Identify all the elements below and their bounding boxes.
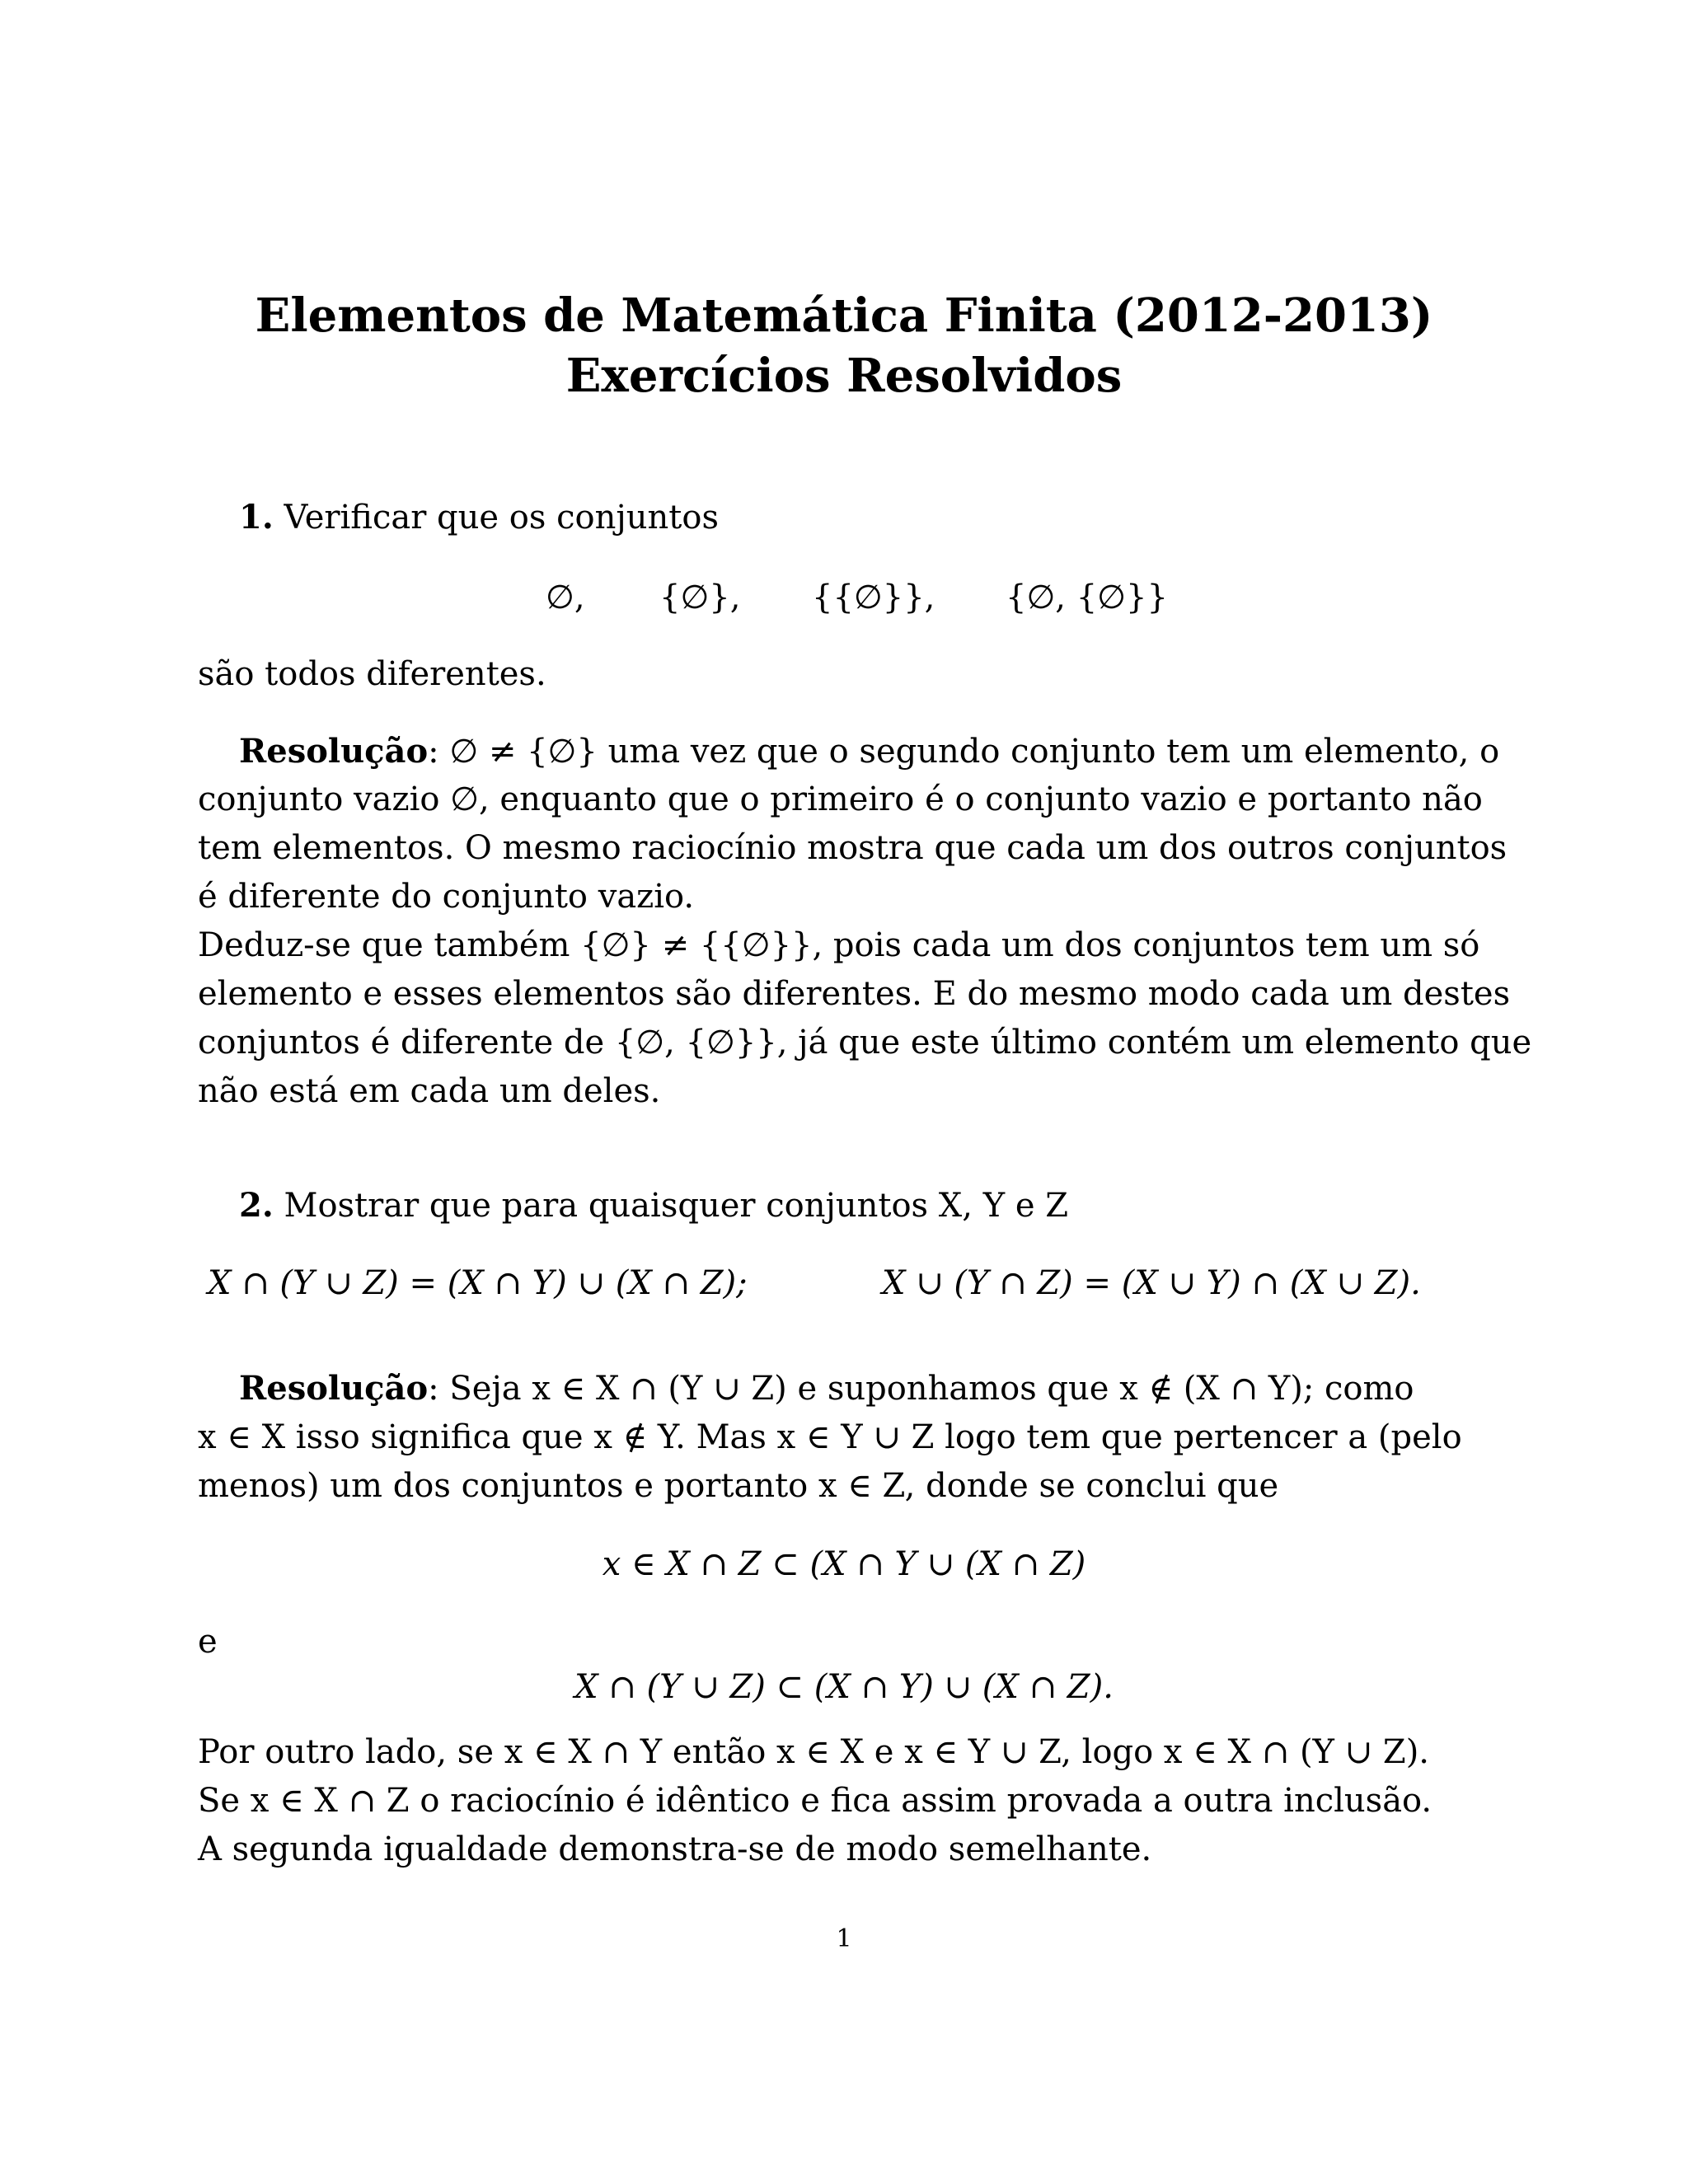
exercise-2-closing-line-1: Por outro lado, se x ∈ X ∩ Y então x ∈ X e x ∈ Y ∪ Z, logo x ∈ X ∩ (Y ∪ Z).: [198, 1733, 1430, 1771]
document-subtitle: Exercícios Resolvidos: [565, 349, 1123, 403]
exercise-2-resolution-line-2: x ∈ X isso significa que x ∉ Y. Mas x ∈ Y ∪ Z logo tem que pertencer a (pelo: [198, 1418, 1462, 1456]
exercise-1-resolution-line-7: conjuntos é diferente de {∅, {∅}}, já que este último contém um elemento que: [198, 1024, 1532, 1062]
resolution-label: Resolução: [239, 1369, 429, 1408]
set-singleton-empty: {∅},: [659, 579, 741, 616]
resolution-label: Resolução: [239, 732, 429, 771]
exercise-2-closing-line-3: A segunda igualdade demonstra-se de modo semelhante.: [198, 1830, 1152, 1868]
exercise-1-number: 1.: [239, 498, 274, 537]
exercise-1-resolution-line-5: Deduz-se que também {∅} ≠ {{∅}}, pois cada um dos conjuntos tem um só: [198, 926, 1480, 964]
distributive-law-intersection: X ∩ (Y ∪ Z) = (X ∩ Y) ∪ (X ∩ Z);: [208, 1264, 748, 1302]
exercise-1-resolution-line-6: elemento e esses elementos são diferentes. E do mesmo modo cada um destes: [198, 975, 1511, 1013]
set-empty: ∅,: [546, 579, 585, 616]
display-equation-2: X ∩ (Y ∪ Z) ⊂ (X ∩ Y) ∪ (X ∩ Z).: [574, 1668, 1114, 1706]
exercise-2-number: 2.: [239, 1186, 274, 1225]
conjunction-e: e: [198, 1623, 218, 1661]
exercise-2-text: Mostrar que para quaisquer conjuntos X, Y e Z: [273, 1187, 1069, 1225]
exercise-1-conclusion: são todos diferentes.: [198, 655, 546, 693]
exercise-2-resolution-line-3: menos) um dos conjuntos e portanto x ∈ Z, donde se conclui que: [198, 1467, 1279, 1505]
exercise-1-resolution-line-4: é diferente do conjunto vazio.: [198, 878, 695, 916]
exercise-1-resolution-line-2: conjunto vazio ∅, enquanto que o primeiro é o conjunto vazio e portanto não: [198, 780, 1483, 818]
exercise-1-resolution-line-8: não está em cada um deles.: [198, 1072, 661, 1110]
document-title: Elementos de Matemática Finita (2012-2013): [255, 288, 1433, 343]
page-number: 1: [836, 1924, 852, 1953]
exercise-2-resolution-line-1: Resolução: Seja x ∈ X ∩ (Y ∪ Z) e suponhamos que x ∉ (X ∩ Y); como: [239, 1369, 1414, 1408]
distributive-law-union: X ∪ (Y ∩ Z) = (X ∪ Y) ∩ (X ∪ Z).: [882, 1264, 1421, 1302]
exercise-1-resolution-line-1: Resolução: ∅ ≠ {∅} uma vez que o segundo conjunto tem um elemento, o: [239, 732, 1500, 771]
set-nested-empty: {{∅}},: [812, 579, 935, 616]
exercise-1-text: Verificar que os conjuntos: [273, 499, 719, 537]
set-pair: {∅, {∅}}: [1006, 579, 1168, 616]
exercise-2-closing-line-2: Se x ∈ X ∩ Z o raciocínio é idêntico e fica assim provada a outra inclusão.: [198, 1782, 1432, 1820]
display-equation-1: x ∈ X ∩ Z ⊂ (X ∩ Y ∪ (X ∩ Z): [602, 1545, 1086, 1583]
exercise-2-statement: [239, 1186, 1069, 1225]
exercise-1-statement: [239, 498, 719, 537]
exercise-1-resolution-line-3: tem elementos. O mesmo raciocínio mostra que cada um dos outros conjuntos: [198, 829, 1507, 867]
